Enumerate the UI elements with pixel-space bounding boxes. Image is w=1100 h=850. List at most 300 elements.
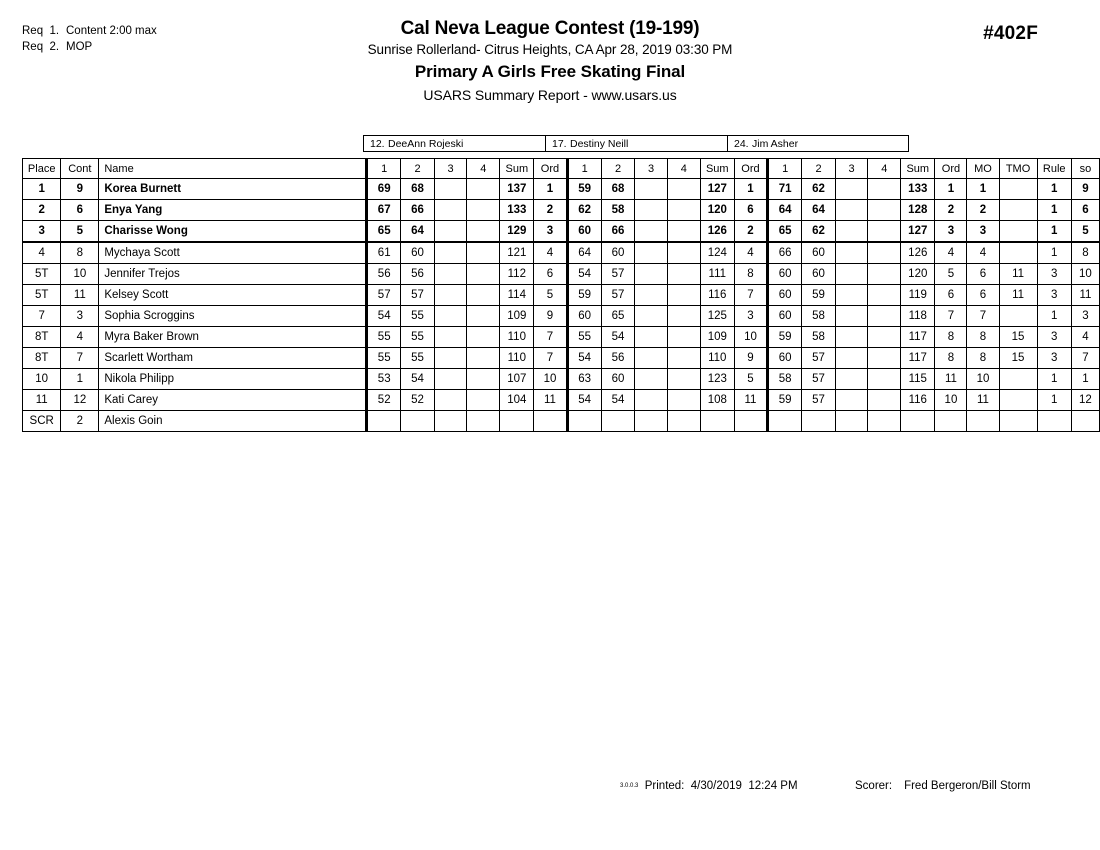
table-row [23, 390, 1100, 411]
cell-j2-mark-4 [667, 348, 700, 369]
results-table-body [23, 179, 1100, 432]
cell-j1-mark-4 [467, 285, 500, 306]
cell-j3-mark-1 [768, 411, 802, 432]
cell-j2-mark-2: 57 [601, 285, 634, 306]
cell-tmo [999, 369, 1037, 390]
cell-j2-mark-1: 55 [567, 327, 601, 348]
cell-so: 1 [1071, 369, 1099, 390]
cell-place: 3 [23, 221, 61, 243]
cell-place: 11 [23, 390, 61, 411]
cell-j3-sum: 127 [901, 221, 935, 243]
judges-band [363, 135, 909, 152]
cell-j3-sum: 115 [901, 369, 935, 390]
cell-so: 3 [1071, 306, 1099, 327]
cell-j2-mark-1: 63 [567, 369, 601, 390]
cell-j3-ord: 10 [935, 390, 967, 411]
cell-j3-sum: 120 [901, 264, 935, 285]
cell-j3-mark-3 [835, 242, 868, 264]
cell-j3-mark-2: 62 [802, 221, 835, 243]
header-cont: Cont [61, 159, 99, 179]
cell-j2-mark-2: 56 [601, 348, 634, 369]
cell-tmo [999, 179, 1037, 200]
requirement-1-label: Req 1. [22, 25, 60, 37]
header-name: Name [99, 159, 367, 179]
cell-j3-ord: 4 [935, 242, 967, 264]
cell-rule: 3 [1037, 327, 1071, 348]
cell-so [1071, 411, 1099, 432]
cell-j3-mark-2: 57 [802, 390, 835, 411]
cell-cont: 1 [61, 369, 99, 390]
cell-j1-mark-4 [467, 264, 500, 285]
cell-so: 10 [1071, 264, 1099, 285]
judge-panel-3 [727, 135, 909, 152]
cell-j3-sum: 117 [901, 348, 935, 369]
cell-j3-mark-3 [835, 390, 868, 411]
cell-skater-name: Korea Burnett [99, 179, 367, 200]
cell-skater-name: Sophia Scroggins [99, 306, 367, 327]
cell-skater-name: Mychaya Scott [99, 242, 367, 264]
scorer-label: Scorer: [855, 780, 893, 792]
cell-j1-mark-1 [367, 411, 401, 432]
cell-j2-mark-4 [667, 390, 700, 411]
cell-j2-mark-4 [667, 221, 700, 243]
cell-j3-sum: 119 [901, 285, 935, 306]
cell-j1-sum: 104 [500, 390, 534, 411]
cell-mo: 11 [967, 390, 999, 411]
cell-place: 2 [23, 200, 61, 221]
cell-j2-mark-3 [635, 264, 668, 285]
cell-j3-ord: 11 [935, 369, 967, 390]
cell-j2-sum: 120 [700, 200, 734, 221]
cell-j3-mark-4 [868, 285, 901, 306]
cell-j3-mark-1: 71 [768, 179, 802, 200]
cell-tmo: 15 [999, 348, 1037, 369]
cell-j2-mark-1 [567, 411, 601, 432]
header-rule: Rule [1037, 159, 1071, 179]
cell-j2-mark-4 [667, 242, 700, 264]
table-row [23, 264, 1100, 285]
cell-j2-ord: 5 [734, 369, 767, 390]
table-header-row [23, 159, 1100, 179]
cell-mo [967, 411, 999, 432]
cell-place: 5T [23, 264, 61, 285]
requirement-2-text: MOP [66, 41, 93, 53]
cell-j1-sum: 137 [500, 179, 534, 200]
cell-j1-sum: 133 [500, 200, 534, 221]
cell-j2-mark-1: 54 [567, 348, 601, 369]
cell-mo: 7 [967, 306, 999, 327]
cell-place: 7 [23, 306, 61, 327]
header-j2-ord: Ord [734, 159, 767, 179]
cell-j1-sum: 129 [500, 221, 534, 243]
cell-rule: 1 [1037, 390, 1071, 411]
cell-j3-ord: 5 [935, 264, 967, 285]
venue-line: Sunrise Rollerland- Citrus Heights, CA Apr 28, 2019 03:30 PM [367, 42, 733, 57]
cell-j1-mark-2 [401, 411, 434, 432]
cell-j1-mark-2: 54 [401, 369, 434, 390]
judge-2-number: 17. [552, 138, 567, 150]
cell-j3-mark-3 [835, 348, 868, 369]
cell-j3-mark-4 [868, 200, 901, 221]
cell-j2-ord: 2 [734, 221, 767, 243]
header-j2-mark-2: 2 [601, 159, 634, 179]
cell-so: 7 [1071, 348, 1099, 369]
version-tiny: 3.0.0.3 [620, 783, 639, 789]
cell-j2-mark-1: 54 [567, 390, 601, 411]
header-j1-mark-4: 4 [467, 159, 500, 179]
cell-j2-mark-3 [635, 411, 668, 432]
cell-j1-ord: 11 [534, 390, 567, 411]
table-row [23, 348, 1100, 369]
cell-j3-mark-2: 57 [802, 369, 835, 390]
cell-j2-mark-2: 60 [601, 242, 634, 264]
cell-j1-mark-4 [467, 179, 500, 200]
cell-j3-mark-1: 59 [768, 390, 802, 411]
cell-j3-mark-1: 64 [768, 200, 802, 221]
cell-mo: 4 [967, 242, 999, 264]
cell-j2-mark-4 [667, 285, 700, 306]
cell-j1-mark-4 [467, 411, 500, 432]
table-row [23, 306, 1100, 327]
cell-so: 9 [1071, 179, 1099, 200]
cell-skater-name: Enya Yang [99, 200, 367, 221]
header-j1-ord: Ord [534, 159, 567, 179]
cell-cont: 6 [61, 200, 99, 221]
cell-j3-sum: 118 [901, 306, 935, 327]
cell-j3-mark-2: 62 [802, 179, 835, 200]
cell-j2-mark-2 [601, 411, 634, 432]
cell-j2-sum: 108 [700, 390, 734, 411]
cell-so: 8 [1071, 242, 1099, 264]
cell-j2-ord: 7 [734, 285, 767, 306]
header-tmo: TMO [999, 159, 1037, 179]
cell-skater-name: Nikola Philipp [99, 369, 367, 390]
cell-place: SCR [23, 411, 61, 432]
header-j2-mark-4: 4 [667, 159, 700, 179]
cell-j2-sum: 123 [700, 369, 734, 390]
cell-j3-mark-2 [802, 411, 835, 432]
cell-j3-ord: 7 [935, 306, 967, 327]
cell-j1-sum [500, 411, 534, 432]
printed-text: Printed: 4/30/2019 12:24 PM [644, 780, 798, 792]
cell-cont: 3 [61, 306, 99, 327]
cell-j1-mark-4 [467, 369, 500, 390]
cell-j1-mark-3 [434, 179, 467, 200]
cell-j2-mark-2: 68 [601, 179, 634, 200]
cell-j3-mark-4 [868, 327, 901, 348]
cell-j1-sum: 114 [500, 285, 534, 306]
scorer-names: Fred Bergeron/Bill Storm [904, 780, 1031, 792]
requirement-2-label: Req 2. [22, 41, 60, 53]
cell-j1-mark-3 [434, 306, 467, 327]
cell-j3-mark-3 [835, 179, 868, 200]
cell-j2-mark-3 [635, 348, 668, 369]
cell-j3-sum: 133 [901, 179, 935, 200]
cell-j1-mark-2: 56 [401, 264, 434, 285]
cell-mo: 10 [967, 369, 999, 390]
cell-j2-sum: 124 [700, 242, 734, 264]
cell-j1-sum: 107 [500, 369, 534, 390]
cell-skater-name: Charisse Wong [99, 221, 367, 243]
cell-j3-mark-1: 60 [768, 348, 802, 369]
cell-j1-mark-3 [434, 264, 467, 285]
cell-so: 5 [1071, 221, 1099, 243]
cell-j1-sum: 109 [500, 306, 534, 327]
cell-j1-mark-3 [434, 390, 467, 411]
cell-j1-mark-1: 52 [367, 390, 401, 411]
cell-place: 1 [23, 179, 61, 200]
cell-j2-mark-1: 60 [567, 306, 601, 327]
header-j3-mark-2: 2 [802, 159, 835, 179]
header-j1-mark-2: 2 [401, 159, 434, 179]
report-line: USARS Summary Report - www.usars.us [423, 87, 677, 103]
cell-j3-sum: 126 [901, 242, 935, 264]
cell-j2-mark-1: 59 [567, 285, 601, 306]
cell-j2-sum [700, 411, 734, 432]
cell-j2-ord: 10 [734, 327, 767, 348]
cell-j2-sum: 125 [700, 306, 734, 327]
header-j1-mark-1: 1 [367, 159, 401, 179]
cell-rule: 1 [1037, 306, 1071, 327]
cell-cont: 11 [61, 285, 99, 306]
cell-j3-mark-3 [835, 200, 868, 221]
cell-j1-mark-2: 68 [401, 179, 434, 200]
cell-skater-name: Myra Baker Brown [99, 327, 367, 348]
cell-cont: 5 [61, 221, 99, 243]
cell-j1-ord: 10 [534, 369, 567, 390]
cell-j3-ord: 1 [935, 179, 967, 200]
cell-j2-mark-3 [635, 369, 668, 390]
cell-j2-mark-4 [667, 179, 700, 200]
cell-j3-mark-4 [868, 242, 901, 264]
cell-j3-mark-2: 58 [802, 306, 835, 327]
cell-j2-mark-3 [635, 242, 668, 264]
cell-tmo: 15 [999, 327, 1037, 348]
event-number: #402F [983, 23, 1038, 44]
cell-j2-mark-3 [635, 285, 668, 306]
cell-so: 11 [1071, 285, 1099, 306]
cell-j3-mark-3 [835, 369, 868, 390]
cell-j1-mark-4 [467, 200, 500, 221]
cell-j1-mark-1: 61 [367, 242, 401, 264]
table-row [23, 369, 1100, 390]
cell-skater-name: Scarlett Wortham [99, 348, 367, 369]
cell-j1-mark-2: 60 [401, 242, 434, 264]
cell-rule [1037, 411, 1071, 432]
cell-j2-sum: 111 [700, 264, 734, 285]
cell-j2-ord: 1 [734, 179, 767, 200]
cell-j3-mark-1: 58 [768, 369, 802, 390]
cell-j2-mark-4 [667, 264, 700, 285]
event-title: Primary A Girls Free Skating Final [414, 62, 686, 81]
cell-j3-mark-3 [835, 411, 868, 432]
cell-rule: 3 [1037, 348, 1071, 369]
cell-mo: 6 [967, 285, 999, 306]
cell-cont: 7 [61, 348, 99, 369]
cell-j2-mark-1: 62 [567, 200, 601, 221]
cell-skater-name: Jennifer Trejos [99, 264, 367, 285]
cell-skater-name: Alexis Goin [99, 411, 367, 432]
table-row [23, 411, 1100, 432]
judge-3-name: Jim Asher [752, 138, 799, 150]
cell-tmo [999, 242, 1037, 264]
cell-rule: 1 [1037, 200, 1071, 221]
header-j3-mark-4: 4 [868, 159, 901, 179]
cell-j3-mark-4 [868, 306, 901, 327]
cell-mo: 2 [967, 200, 999, 221]
cell-j2-mark-1: 54 [567, 264, 601, 285]
cell-j3-mark-3 [835, 264, 868, 285]
cell-j2-mark-2: 60 [601, 369, 634, 390]
cell-place: 8T [23, 348, 61, 369]
cell-j2-ord: 4 [734, 242, 767, 264]
header-j2-mark-1: 1 [567, 159, 601, 179]
cell-j3-mark-2: 64 [802, 200, 835, 221]
cell-cont: 2 [61, 411, 99, 432]
cell-j3-mark-3 [835, 285, 868, 306]
cell-j2-mark-2: 54 [601, 390, 634, 411]
cell-j1-mark-3 [434, 327, 467, 348]
cell-j3-mark-1: 60 [768, 264, 802, 285]
cell-j2-mark-2: 65 [601, 306, 634, 327]
cell-j1-mark-2: 55 [401, 327, 434, 348]
cell-j2-mark-2: 57 [601, 264, 634, 285]
cell-j3-mark-3 [835, 306, 868, 327]
cell-j3-mark-1: 60 [768, 306, 802, 327]
cell-j3-sum: 128 [901, 200, 935, 221]
cell-j2-mark-3 [635, 306, 668, 327]
cell-mo: 6 [967, 264, 999, 285]
cell-j2-mark-4 [667, 200, 700, 221]
table-row [23, 221, 1100, 243]
results-table-head [23, 159, 1100, 179]
judge-3-number: 24. [734, 138, 749, 150]
cell-place: 8T [23, 327, 61, 348]
cell-j1-mark-2: 55 [401, 306, 434, 327]
header-mo: MO [967, 159, 999, 179]
cell-j3-sum: 116 [901, 390, 935, 411]
cell-j1-mark-2: 66 [401, 200, 434, 221]
cell-skater-name: Kelsey Scott [99, 285, 367, 306]
table-row [23, 200, 1100, 221]
cell-cont: 12 [61, 390, 99, 411]
cell-j1-mark-1: 54 [367, 306, 401, 327]
cell-j2-mark-3 [635, 221, 668, 243]
cell-j2-mark-4 [667, 411, 700, 432]
cell-j1-mark-4 [467, 390, 500, 411]
cell-j2-mark-4 [667, 327, 700, 348]
cell-j3-ord: 2 [935, 200, 967, 221]
scorer-info [855, 780, 1031, 792]
contest-title: Cal Neva League Contest (19-199) [400, 18, 700, 39]
cell-j1-mark-1: 55 [367, 348, 401, 369]
cell-place: 4 [23, 242, 61, 264]
cell-j3-ord: 8 [935, 327, 967, 348]
cell-j1-mark-4 [467, 348, 500, 369]
table-row [23, 327, 1100, 348]
cell-j1-mark-4 [467, 306, 500, 327]
cell-so: 4 [1071, 327, 1099, 348]
cell-j1-mark-2: 64 [401, 221, 434, 243]
cell-j1-mark-2: 52 [401, 390, 434, 411]
cell-cont: 4 [61, 327, 99, 348]
cell-j3-mark-4 [868, 348, 901, 369]
cell-j3-mark-2: 58 [802, 327, 835, 348]
cell-j2-ord: 8 [734, 264, 767, 285]
cell-j1-sum: 110 [500, 327, 534, 348]
table-row [23, 242, 1100, 264]
cell-j1-mark-3 [434, 348, 467, 369]
cell-mo: 1 [967, 179, 999, 200]
cell-j1-ord [534, 411, 567, 432]
judge-panel-2 [545, 135, 727, 152]
cell-j1-ord: 9 [534, 306, 567, 327]
cell-j3-mark-2: 60 [802, 242, 835, 264]
cell-j1-mark-2: 57 [401, 285, 434, 306]
cell-j1-mark-3 [434, 285, 467, 306]
printed-info [620, 780, 798, 792]
judge-2-name: Destiny Neill [570, 138, 629, 150]
cell-skater-name: Kati Carey [99, 390, 367, 411]
cell-j2-mark-2: 58 [601, 200, 634, 221]
cell-j1-ord: 6 [534, 264, 567, 285]
cell-j2-sum: 109 [700, 327, 734, 348]
cell-rule: 1 [1037, 221, 1071, 243]
cell-j2-ord: 6 [734, 200, 767, 221]
cell-cont: 8 [61, 242, 99, 264]
cell-place: 10 [23, 369, 61, 390]
cell-j3-sum: 117 [901, 327, 935, 348]
cell-j2-ord [734, 411, 767, 432]
header-j2-sum: Sum [700, 159, 734, 179]
cell-j1-mark-3 [434, 221, 467, 243]
judge-panel-1 [363, 135, 545, 152]
cell-j3-mark-4 [868, 221, 901, 243]
cell-tmo [999, 200, 1037, 221]
cell-j2-sum: 126 [700, 221, 734, 243]
cell-j2-sum: 116 [700, 285, 734, 306]
header-j3-sum: Sum [901, 159, 935, 179]
cell-mo: 8 [967, 327, 999, 348]
cell-tmo [999, 411, 1037, 432]
results-table [22, 158, 1100, 432]
report-header [0, 18, 1100, 106]
cell-j3-mark-1: 66 [768, 242, 802, 264]
cell-j1-mark-3 [434, 411, 467, 432]
requirement-1-text: Content 2:00 max [66, 25, 157, 37]
cell-place: 5T [23, 285, 61, 306]
header-place: Place [23, 159, 61, 179]
cell-j2-ord: 3 [734, 306, 767, 327]
cell-tmo [999, 221, 1037, 243]
cell-j2-mark-1: 59 [567, 179, 601, 200]
cell-j3-mark-4 [868, 264, 901, 285]
cell-j1-ord: 5 [534, 285, 567, 306]
cell-j3-mark-2: 60 [802, 264, 835, 285]
cell-j1-mark-3 [434, 200, 467, 221]
cell-j1-ord: 7 [534, 348, 567, 369]
cell-cont: 10 [61, 264, 99, 285]
cell-rule: 1 [1037, 179, 1071, 200]
cell-j2-sum: 110 [700, 348, 734, 369]
header-j2-mark-3: 3 [635, 159, 668, 179]
judge-1-name: DeeAnn Rojeski [388, 138, 464, 150]
cell-so: 6 [1071, 200, 1099, 221]
header-j3-mark-1: 1 [768, 159, 802, 179]
header-j3-ord: Ord [935, 159, 967, 179]
cell-rule: 1 [1037, 369, 1071, 390]
cell-mo: 8 [967, 348, 999, 369]
